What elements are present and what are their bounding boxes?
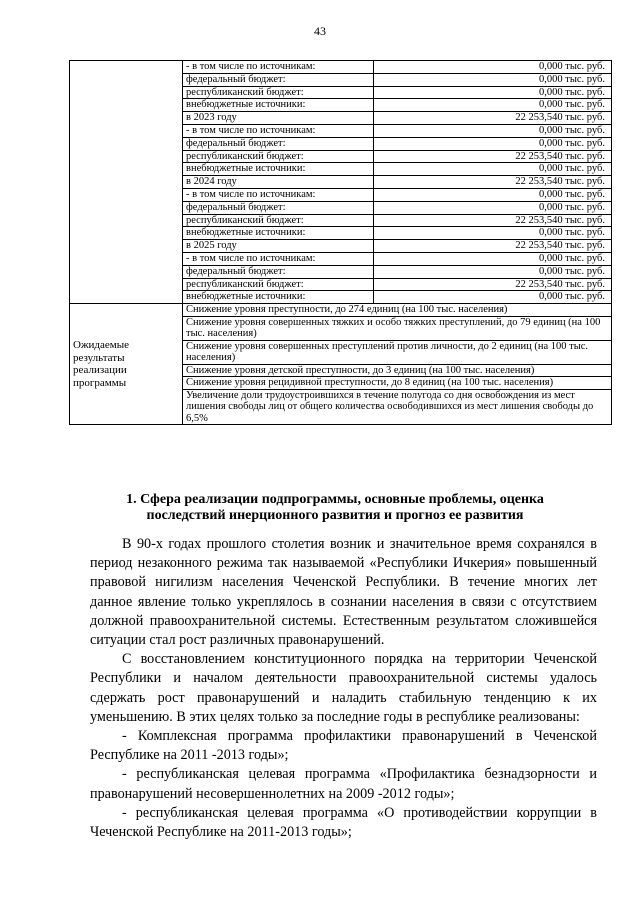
paragraph: С восстановлением конституционного порядка на территории Чеченской Республики и началом деятельности правоохранительной системы удалось сдержать рост правонарушений и наладить стабильную тенденцию к их уменьшению. В этих целях только за последние годы в республике реализованы: (90, 651, 597, 725)
finance-row-amount: 22 253,540 тыс. руб. (374, 240, 612, 253)
finance-row-label: в 2024 году (183, 176, 374, 189)
finance-row-amount: 0,000 тыс. руб. (374, 61, 612, 74)
paragraph: В 90-х годах прошлого столетия возник и значительное время сохранялся в период незаконного режима так называемой «Республики Ичкерия» повышенный правовой нигилизм населения Чеченской Республики. В течение многих лет данное явление только укреплялось в сознании населения в связи с отсутствием должной правоохранительной системы. Естественным результатом сложившейся ситуации стал рост различных правонарушений. (90, 536, 597, 649)
result-item: Снижение уровня совершенных тяжких и особо тяжких преступлений, до 79 единиц (на 100 тыс. населения) (183, 316, 612, 340)
finance-row-amount: 22 253,540 тыс. руб. (374, 214, 612, 227)
finance-row-amount: 22 253,540 тыс. руб. (374, 150, 612, 163)
finance-row-label: республиканский бюджет: (183, 86, 374, 99)
body-text (90, 535, 597, 842)
finance-row-amount: 0,000 тыс. руб. (374, 188, 612, 201)
finance-row-amount: 22 253,540 тыс. руб. (374, 176, 612, 189)
finance-row-label: внебюджетные источники: (183, 291, 374, 304)
result-item: Снижение уровня детской преступности, до 3 единиц (на 100 тыс. населения) (183, 364, 612, 377)
finance-row-label: в 2025 году (183, 240, 374, 253)
finance-row-amount: 0,000 тыс. руб. (374, 99, 612, 112)
finance-row-label: федеральный бюджет: (183, 201, 374, 214)
finance-row-label: федеральный бюджет: (183, 265, 374, 278)
finance-row-label: республиканский бюджет: (183, 150, 374, 163)
finance-row-label: внебюджетные источники: (183, 99, 374, 112)
result-item: Снижение уровня совершенных преступлений против личности, до 2 единиц (на 100 тыс. населения) (183, 340, 612, 364)
finance-label-cell (70, 61, 183, 304)
finance-row-amount: 22 253,540 тыс. руб. (374, 278, 612, 291)
finance-row-amount: 0,000 тыс. руб. (374, 201, 612, 214)
finance-row-amount: 0,000 тыс. руб. (374, 86, 612, 99)
section-title: 1. Сфера реализации подпрограммы, основные проблемы, оценка последствий инерционного развития и прогноз ее развития (126, 492, 544, 523)
finance-row-amount: 0,000 тыс. руб. (374, 227, 612, 240)
finance-row-amount: 0,000 тыс. руб. (374, 291, 612, 304)
finance-row-amount: 0,000 тыс. руб. (374, 252, 612, 265)
finance-row-label: федеральный бюджет: (183, 73, 374, 86)
finance-row-label: республиканский бюджет: (183, 278, 374, 291)
result-item: Снижение уровня преступности, до 274 единиц (на 100 тыс. населения) (183, 304, 612, 317)
finance-row-amount: 0,000 тыс. руб. (374, 73, 612, 86)
finance-row-amount: 0,000 тыс. руб. (374, 265, 612, 278)
finance-row-label: внебюджетные источники: (183, 227, 374, 240)
paragraph: - республиканская целевая программа «Профилактика безнадзорности и правонарушений несовершеннолетних на 2009 -2012 годы»; (90, 766, 597, 802)
finance-row-label: - в том числе по источникам: (183, 61, 374, 74)
finance-row-label: республиканский бюджет: (183, 214, 374, 227)
finance-row-amount: 0,000 тыс. руб. (374, 124, 612, 137)
program-passport-table (69, 60, 612, 425)
finance-row-amount: 22 253,540 тыс. руб. (374, 112, 612, 125)
finance-row-label: - в том числе по источникам: (183, 188, 374, 201)
result-row (70, 304, 612, 317)
finance-row-label: федеральный бюджет: (183, 137, 374, 150)
finance-row-amount: 0,000 тыс. руб. (374, 163, 612, 176)
finance-row (70, 61, 612, 74)
finance-row-amount: 0,000 тыс. руб. (374, 137, 612, 150)
finance-row-label: внебюджетные источники: (183, 163, 374, 176)
finance-row-label: - в том числе по источникам: (183, 124, 374, 137)
finance-row-label: - в том числе по источникам: (183, 252, 374, 265)
result-item: Увеличение доли трудоустроившихся в течение полугода со дня освобождения из мест лишения свободы лиц от общего количества освободившихся из мест лишения свободы до 6,5% (183, 389, 612, 425)
expected-results-label: Ожидаемые результаты реализации программы (70, 304, 183, 425)
paragraph: - Комплексная программа профилактики правонарушений в Чеченской Республике на 2011 -2013 годы»; (90, 728, 597, 764)
result-item: Снижение уровня рецидивной преступности, до 8 единиц (на 100 тыс. населения) (183, 377, 612, 390)
page-number: 43 (314, 24, 326, 38)
finance-row-label: в 2023 году (183, 112, 374, 125)
paragraph: - республиканская целевая программа «О противодействии коррупции в Чеченской Республике на 2011-2013 годы»; (90, 804, 597, 841)
